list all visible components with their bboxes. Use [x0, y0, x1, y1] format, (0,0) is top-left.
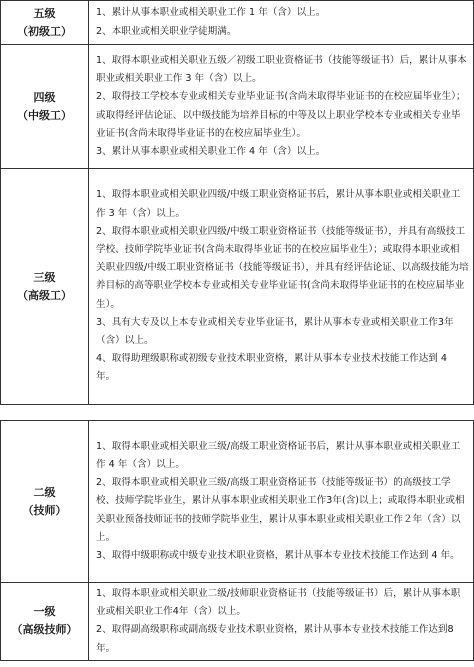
- level-title: （高级工）: [17, 288, 72, 302]
- level-title: （技师）: [22, 503, 67, 517]
- level-cell: [1, 45, 89, 169]
- requirement-item: 2、取得本职业或相关职业四级/中级工职业资格证书（技能等级证书），并具有高级技工学校、技师学院毕业证书(含尚未取得毕业证书的在校应届毕业生）；或取得本职业或相关职业四级/中级工职业资格证书（技能等级证书），并具有经评估论证、以高级技能为培养目标的高等职业学校本专业或相关专业毕业证书(含尚未取得毕业证书的在校应届毕业生）。: [96, 225, 469, 310]
- table-row: [1, 421, 474, 583]
- requirement-item: 1、取得本职业或相关职业五级／初级工职业资格证书（技能等级证书）后，累计从事本职业或相关职业工作 3 年（含）以上。: [96, 54, 467, 85]
- requirement-item: 3、累计从事本职业或相关职业工作 4 年（含）以上。: [96, 145, 326, 157]
- level-title: （中级工）: [17, 108, 72, 122]
- requirement-item: 1、取得本职业或相关职业二级/技师职业资格证书（技能等级证书）后，累计从事本职业或相关职业工作4年（含）以上。: [96, 588, 461, 618]
- table-row: [1, 45, 474, 169]
- table-row: [1, 169, 474, 405]
- requirements-cell: [89, 421, 474, 583]
- level-title: （初级工）: [17, 24, 72, 38]
- level-name: 五级: [33, 6, 56, 20]
- table-row: [1, 1, 474, 45]
- level-cell: [1, 583, 89, 661]
- level-name: 二级: [33, 485, 56, 499]
- requirement-item: 2、本职业或相关职业学徒期满。: [96, 25, 237, 37]
- watermark: ​: [40, 150, 66, 220]
- requirement-item: 4、取得助理级职称或初级专业技术职业资格，累计从事本专业技术技能工作达到 4 年。: [96, 353, 448, 383]
- level-cell: [1, 169, 89, 405]
- requirement-item: 3、具有大专及以上本专业或相关专业毕业证书，累计从事本专业或相关职业工作3年（含）以上。: [96, 316, 454, 346]
- level-cell: [1, 1, 89, 45]
- requirement-item: 2、取得副高级职称或副高级专业技术职业资格，累计从事本专业技术技能工作达到8年。: [96, 624, 454, 654]
- level-name: 四级: [33, 90, 56, 104]
- table-row: [1, 583, 474, 661]
- requirement-item: 1、取得本职业或相关职业四级/中级工职业资格证书后，累计从事本职业或相关职业工作 3 年（含）以上。: [96, 189, 461, 219]
- level-title: （高级技师）: [11, 623, 78, 637]
- requirements-cell: [89, 45, 474, 169]
- level-name: 三级: [33, 270, 56, 284]
- requirements-cell: [89, 583, 474, 661]
- requirement-item: 1、累计从事本职业或相关职业工作 1 年（含）以上。: [96, 7, 326, 19]
- level-name: 一级: [33, 605, 56, 619]
- qualification-table-bottom: [0, 420, 474, 661]
- requirement-item: 2、取得技工学校本专业或相关专业毕业证书(含尚未取得毕业证书的在校应届毕业生）；或取得经评估论证、以中级技能为培养目标的中等及以上职业学校本专业或相关专业毕业证书(含尚未取得毕业证书的在校应届毕业生）。: [96, 91, 466, 139]
- requirements-cell: [89, 1, 474, 45]
- requirement-item: 3、取得中级职称或中级专业技术职业资格，累计从事本专业技术技能工作达到 4 年。: [96, 550, 460, 561]
- level-cell: [1, 421, 89, 583]
- requirement-item: 2、取得本职业或相关职业三级/高级工职业资格证书（技能等级证书）的高级技工学校、技师学院毕业生，累计从事本职业或相关职业工作3年(含)以上；或取得本职业或相关职业预备技师证书的技师学院毕业生，累计从事本职业或相关职业工作２年（含）以上。: [96, 477, 465, 543]
- requirement-item: 1、取得本职业或相关职业三级/高级工职业资格证书后，累计从事本职业或相关职业工作 4 年（含）以上。: [96, 440, 461, 470]
- requirements-cell: [89, 169, 474, 405]
